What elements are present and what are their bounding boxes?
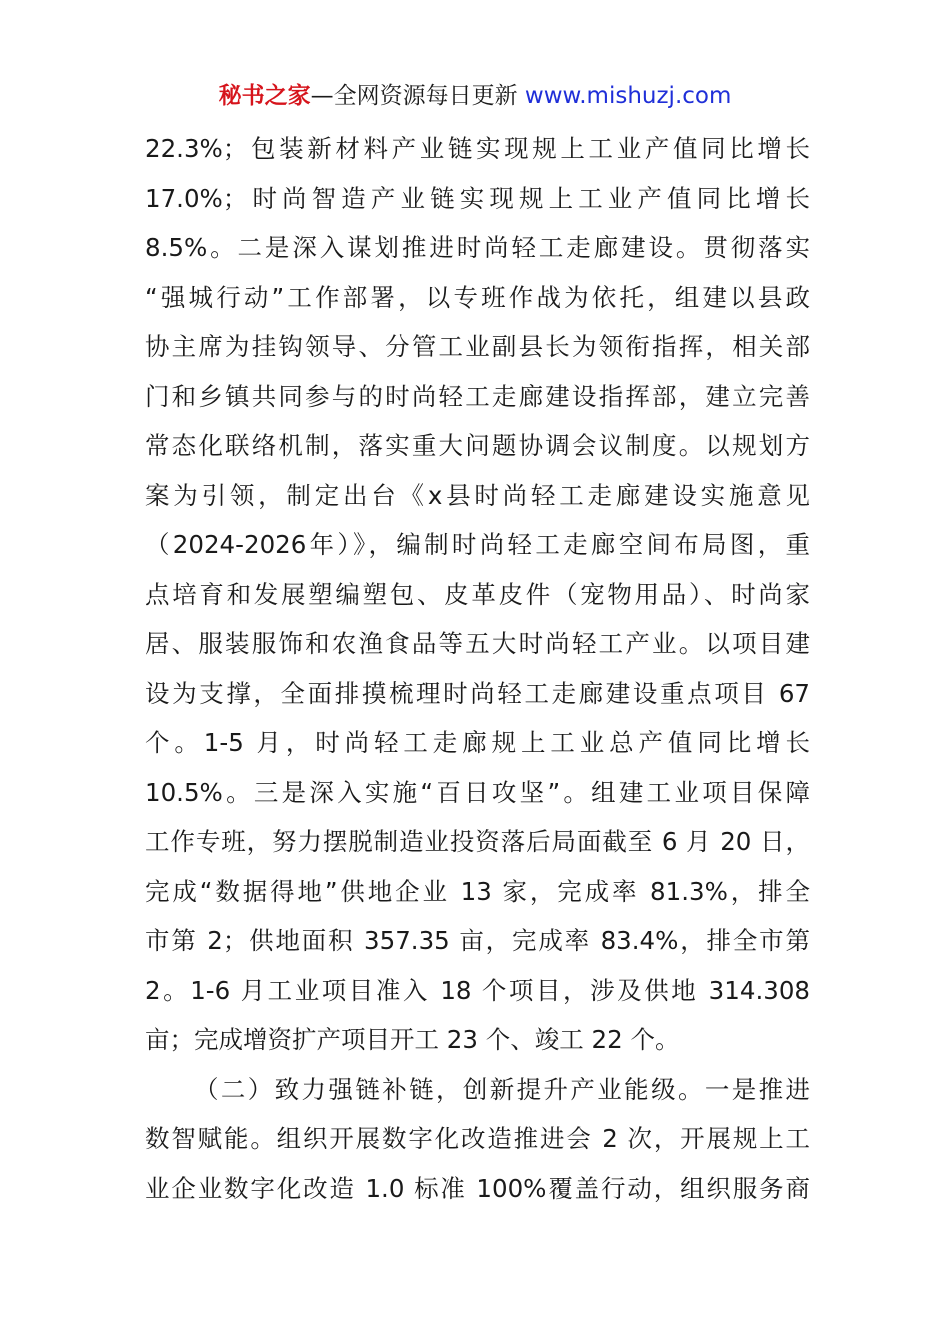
- text-line: “强城行动”工作部署，以专班作战为依托，组建以县政: [145, 282, 810, 312]
- text-line: 完成“数据得地”供地企业 13 家，完成率 81.3%，排全: [145, 876, 810, 906]
- header-tagline: —全网资源每日更新: [310, 83, 518, 109]
- text-line: 亩；完成增资扩产项目开工 23 个、竣工 22 个。: [145, 1025, 680, 1054]
- text-line: 22.3%；包装新材料产业链实现规上工业产值同比增长: [145, 134, 810, 163]
- text-line: 17.0%；时尚智造产业链实现规上工业产值同比增长: [145, 183, 810, 213]
- text-line: 市第 2；供地面积 357.35 亩，完成率 83.4%，排全市第: [145, 926, 810, 955]
- header-url-link[interactable]: www.mishuzj.com: [524, 83, 732, 109]
- text-line: （2024-2026年）》，编制时尚轻工走廊空间布局图，重: [145, 530, 810, 559]
- text-line: 工作专班，努力摆脱制造业投资落后局面截至 6 月 20 日，: [145, 827, 810, 856]
- document-body: [145, 124, 810, 1213]
- text-line: 2。1-6 月工业项目准入 18 个项目，涉及供地 314.308: [145, 975, 810, 1005]
- text-line: 个。1-5 月，时尚轻工走廊规上工业总产值同比增长: [145, 728, 810, 757]
- text-line: 8.5%。二是深入谋划推进时尚轻工走廊建设。贯彻落实: [145, 233, 810, 262]
- text-line: 门和乡镇共同参与的时尚轻工走廊建设指挥部，建立完善: [145, 381, 810, 411]
- header-brand: 秘书之家: [218, 83, 311, 109]
- text-line: 居、服装服饰和农渔食品等五大时尚轻工产业。以项目建: [145, 629, 810, 658]
- text-line: 常态化联络机制，落实重大问题协调会议制度。以规划方: [145, 431, 810, 460]
- page-header: [0, 80, 950, 112]
- text-line: 点培育和发展塑编塑包、皮革皮件（宠物用品）、时尚家: [145, 579, 810, 609]
- text-line: 10.5%。三是深入实施“百日攻坚”。组建工业项目保障: [145, 777, 810, 807]
- text-line-paragraph-start: （二）致力强链补链，创新提升产业能级。一是推进: [194, 1074, 810, 1104]
- text-line: 数智赋能。组织开展数字化改造推进会 2 次，开展规上工: [145, 1124, 810, 1153]
- text-line: 业企业数字化改造 1.0 标准 100%覆盖行动，组织服务商: [145, 1173, 810, 1203]
- text-line: 案为引领，制定出台《x县时尚轻工走廊建设实施意见: [145, 480, 810, 510]
- text-line: 协主席为挂钩领导、分管工业副县长为领衔指挥，相关部: [145, 332, 810, 361]
- text-line: 设为支撑，全面排摸梳理时尚轻工走廊建设重点项目 67: [145, 678, 810, 708]
